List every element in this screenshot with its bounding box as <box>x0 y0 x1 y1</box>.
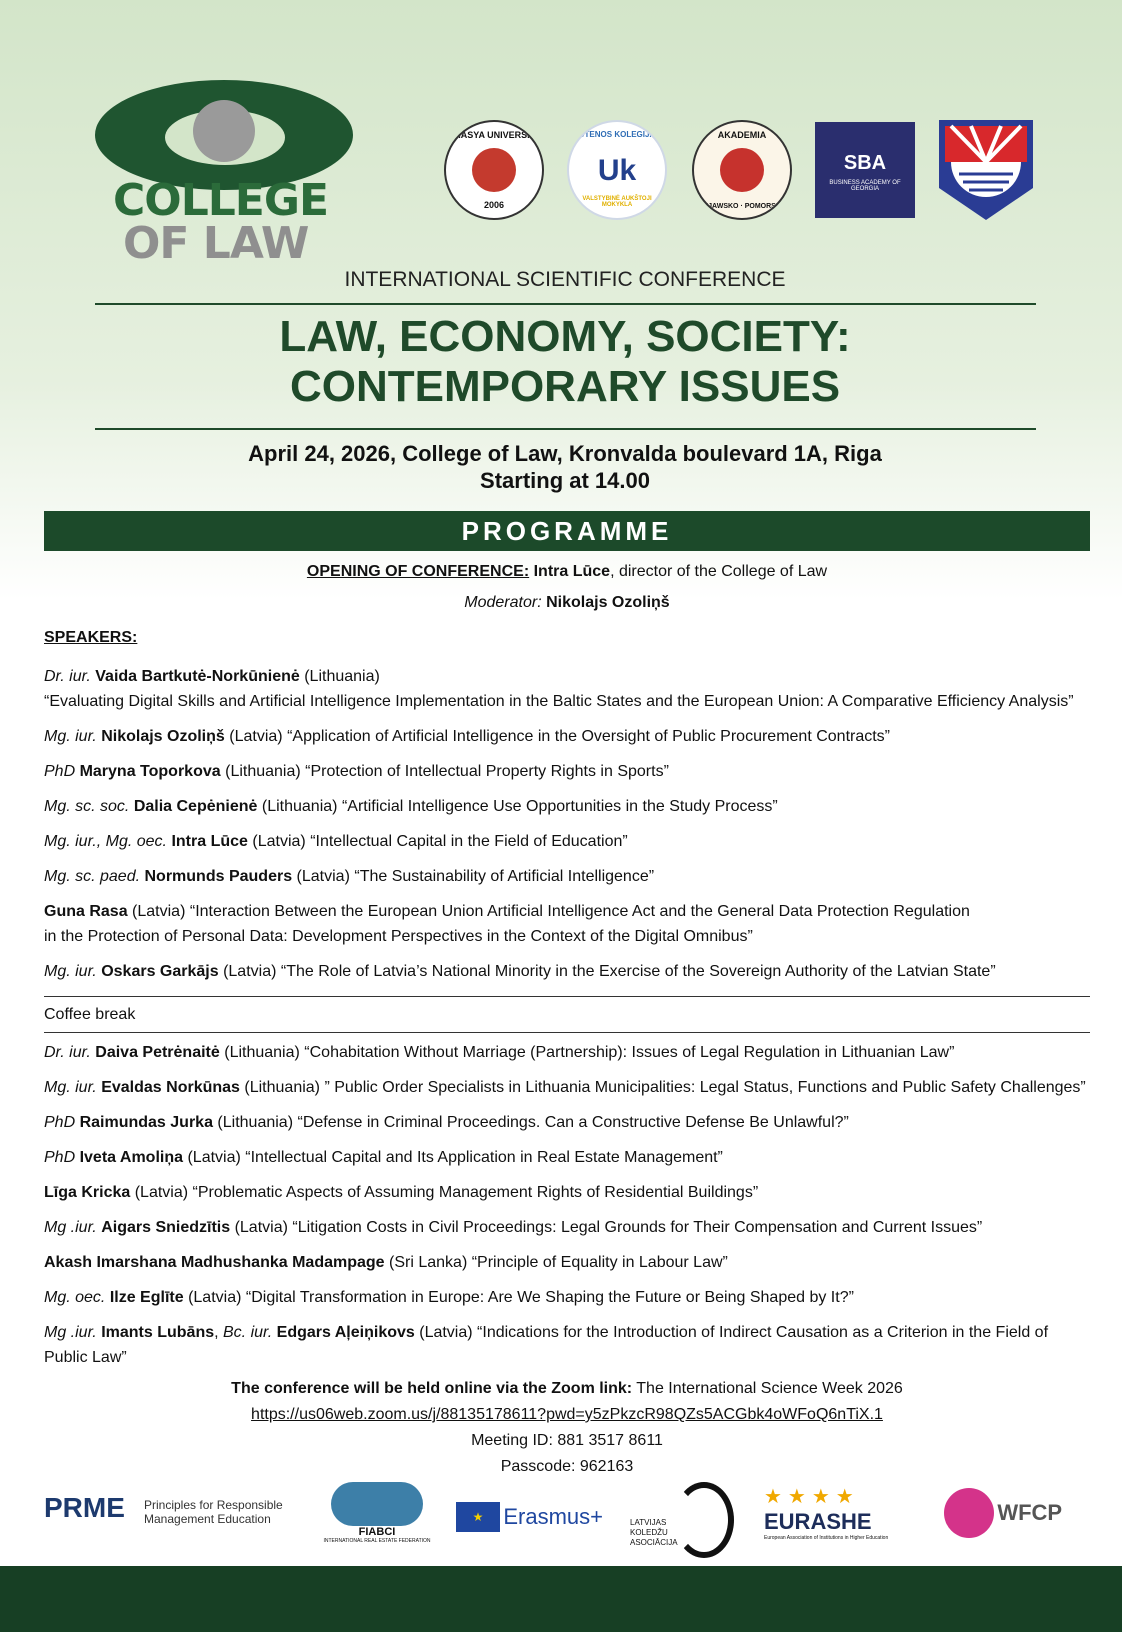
speaker-item: Mg. iur., Mg. oec. Intra Lūce (Latvia) “Intellectual Capital in the Field of Education” <box>44 833 628 850</box>
eurashe-logo: ★★★★ EURASHE European Association of Institutions in Higher Education <box>764 1486 889 1541</box>
conference-subtitle: INTERNATIONAL SCIENTIFIC CONFERENCE <box>344 268 786 291</box>
speaker-item: Mg. sc. paed. Normunds Pauders (Latvia) “The Sustainability of Artificial Intelligence” <box>44 868 655 885</box>
date-location: April 24, 2026, College of Law, Kronvalda boulevard 1A, Riga Starting at 14.00 <box>248 441 882 493</box>
speakers-list-1 <box>44 664 1090 984</box>
college-of-law-logo <box>95 70 355 269</box>
coffee-break: Coffee break <box>44 996 1090 1033</box>
speaker-item: PhD Maryna Toporkova (Lithuania) “Protection of Intellectual Property Rights in Sports” <box>44 763 669 780</box>
shield-logo <box>937 118 1035 227</box>
passcode: Passcode: 962163 <box>500 1458 634 1475</box>
wfcp-logo: WFCP <box>944 1488 1062 1538</box>
speaker-item: Dr. iur. Daiva Petrėnaitė (Lithuania) “Cohabitation Without Marriage (Partnership): Issues of Legal Regulation in Lithuanian Law” <box>44 1044 955 1061</box>
speaker-item: Mg. sc. soc. Dalia Cepėnienė (Lithuania) “Artificial Intelligence Use Opportunities in the Study Process” <box>44 798 778 815</box>
amasya-university-logo: AMASYA UNIVERSITY 2006 <box>444 120 544 220</box>
speaker-item: Mg. oec. Ilze Eglīte (Latvia) “Digital Transformation in Europe: Are We Shaping the Future or Being Shaped by It?” <box>44 1289 854 1306</box>
zoom-link[interactable]: https://us06web.zoom.us/j/88135178611?pwd=y5zPkzcR98QZs5ACGbk4oWFoQ6nTiX.1 <box>251 1406 883 1423</box>
logo-dot <box>193 100 255 162</box>
conference-title: LAW, ECONOMY, SOCIETY: CONTEMPORARY ISSUES <box>279 312 851 411</box>
speaker-item: Mg. iur. Oskars Garkājs (Latvia) “The Role of Latvia’s National Minority in the Exercise of the Sovereign Authority of the Latvian State” <box>44 963 996 980</box>
speaker-item: Mg .iur. Aigars Sniedzītis (Latvia) “Litigation Costs in Civil Proceedings: Legal Grounds for Their Compensation and Current Issues” <box>44 1219 983 1236</box>
speaker-item: Mg .iur. Imants Lubāns, Bc. iur. Edgars Aļeiņikovs (Latvia) “Indications for the Introduction of Indirect Causation as a Criterion in the Field of Public Law” <box>44 1324 1049 1366</box>
speaker-item: Mg. iur. Evaldas Norkūnas (Lithuania) ” Public Order Specialists in Lithuania Municipalities: Legal Status, Functions and Public Safety Challenges” <box>44 1079 1086 1096</box>
logo-line2: OF LAW <box>123 218 309 269</box>
footer-band <box>0 1566 1122 1632</box>
sba-logo: SBA BUSINESS ACADEMY OF GEORGIA <box>815 122 915 218</box>
speaker-item: Guna Rasa (Latvia) “Interaction Between the European Union Artificial Intelligence Act and the General Data Protection Regulation in the Protection of Personal Data: Development Perspectives in the Context of the Digital Omnibus” <box>44 903 970 945</box>
speaker-item: PhD Iveta Amoliņa (Latvia) “Intellectual Capital and Its Application in Real Estate Management” <box>44 1149 723 1166</box>
prme-logo: PRME Principles for Responsible Management Education <box>44 1492 283 1526</box>
opening-line: OPENING OF CONFERENCE: Intra Lūce, director of the College of Law <box>306 563 828 580</box>
footer-logos: PRME Principles for Responsible Management Education FIABCI INTERNATIONAL REAL ESTATE FEDERATION ★ Erasmus+ LATVIJAS KOLEDŽU ASOCIĀCIJA ★★★★ EURASHE European Association of Institutions in Higher Education WFCP <box>44 1482 1084 1562</box>
akademia-kujawsko-pomorska-logo: AKADEMIA KUJAWSKO · POMORSKA <box>692 120 792 220</box>
programme-banner: PROGRAMME <box>44 511 1090 551</box>
speaker-item: Akash Imarshana Madhushanka Madampage (Sri Lanka) “Principle of Equality in Labour Law” <box>44 1254 728 1271</box>
meeting-id: Meeting ID: 881 3517 8611 <box>471 1432 663 1449</box>
erasmus-logo: ★ Erasmus+ <box>456 1502 603 1532</box>
title-rule-top <box>95 303 1036 305</box>
speakers-heading: SPEAKERS: <box>44 629 138 646</box>
title-rule-bottom <box>95 428 1036 430</box>
speaker-item: Līga Kricka (Latvia) “Problematic Aspects of Assuming Management Rights of Residential Buildings” <box>44 1184 759 1201</box>
utenos-kolegija-logo: UTENOS KOLEGIJA Uk VALSTYBINĖ AUKŠTOJI MOKYKLA <box>567 120 667 220</box>
speakers-list-2 <box>44 1040 1090 1370</box>
speaker-item: Dr. iur. Vaida Bartkutė-Norkūnienė (Lithuania) “Evaluating Digital Skills and Artificial Intelligence Implementation in the Baltic States and the European Union: A Comparative Efficiency Analysis” <box>44 668 1074 710</box>
zoom-info: The conference will be held online via the Zoom link: The International Science Week 2026 https://us06web.zoom.us/j/88135178611?pwd=y5zPkzcR98QZs5ACGbk4oWFoQ6nTiX.1 Meeting ID: 881 3517 8611 Passcode: 962163 <box>44 1376 1090 1480</box>
speaker-item: PhD Raimundas Jurka (Lithuania) “Defense in Criminal Proceedings. Can a Constructive Defense Be Unlawful?” <box>44 1114 849 1131</box>
logo-line1: COLLEGE <box>113 175 328 226</box>
fiabci-logo: FIABCI INTERNATIONAL REAL ESTATE FEDERATION <box>312 1482 442 1544</box>
moderator-line: Moderator: Nikolajs Ozoliņš <box>464 594 670 611</box>
speaker-item: Mg. iur. Nikolajs Ozoliņš (Latvia) “Application of Artificial Intelligence in the Oversight of Public Procurement Contracts” <box>44 728 891 745</box>
